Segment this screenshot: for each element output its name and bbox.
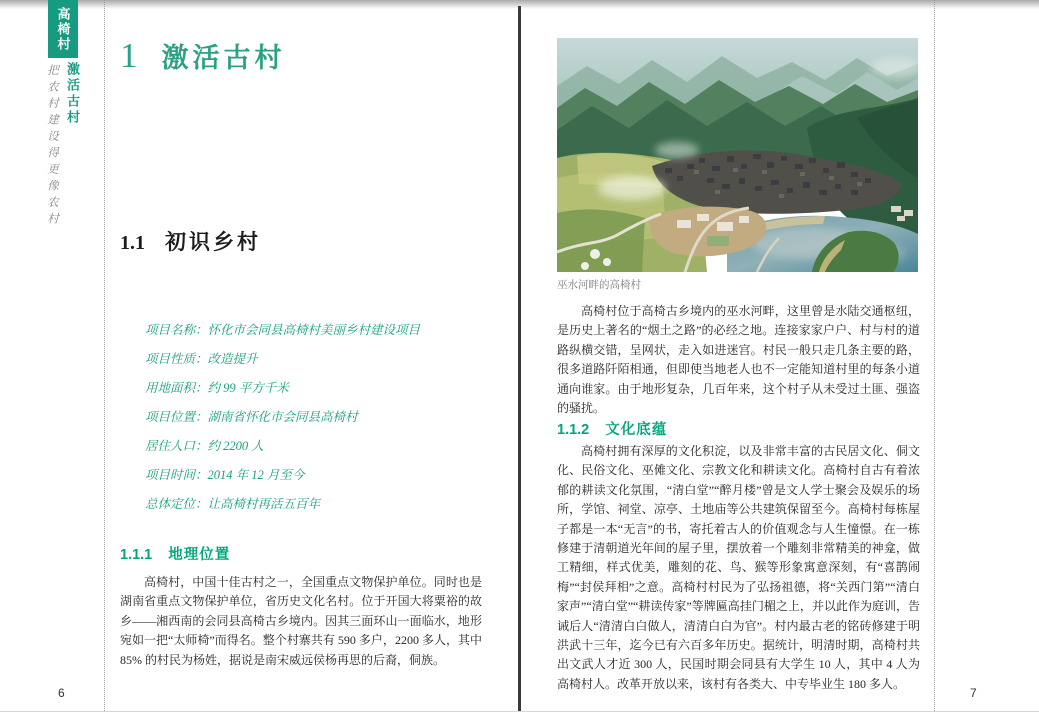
photo-caption: 巫水河畔的高椅村 — [557, 279, 641, 291]
page-number-right: 7 — [970, 686, 977, 700]
bottom-page-edge — [0, 711, 1039, 712]
project-info-list — [145, 316, 475, 519]
right-margin-rule — [934, 0, 935, 711]
page-number-left: 6 — [58, 686, 65, 700]
project-info-item: 居住人口：约 2200 人 — [145, 439, 264, 453]
subsection-heading-culture — [557, 418, 667, 439]
subsection-heading-geography — [120, 543, 230, 564]
spine-tab-label: 高椅村 — [55, 6, 71, 52]
body-paragraph-geography: 高椅村，中国十佳古村之一，全国重点文物保护单位。同时也是湖南省重点文物保护单位，省历史文化名村。位于开国大将粟裕的故乡——湘西南的会同县高椅古乡境内。因其三面环山一面临水，地形宛如一把“太师椅”而得名。整个村寨共有 590 多户，2200 多人，其中 85% 的村民为杨姓，据说是南宋威远侯杨再思的后裔，侗族。 — [120, 575, 482, 667]
subsection-number: 1.1.1 — [120, 547, 153, 563]
section-title: 初识乡村 — [165, 230, 261, 254]
spine-tab — [48, 0, 78, 58]
section-number: 1.1 — [120, 232, 145, 254]
subsection-title: 文化底蕴 — [605, 422, 668, 438]
spine-series-label: 激活古村 — [65, 62, 80, 126]
subsection-title: 地理位置 — [168, 547, 231, 563]
aerial-photo-illustration — [557, 38, 918, 272]
section-heading — [120, 226, 261, 256]
body-paragraph-location: 高椅村位于高椅古乡境内的巫水河畔，这里曾是水陆交通枢纽，是历史上著名的“烟土之路”的必经之地。连接家家户户、村与村的道路纵横交错，呈网状，走入如进迷宫。村民一般只走几条主要的路，很多道路阡陌相通，但即使当地老人也不一定能知道村里的每条小道通向谁家。由于地形复杂，几百年来，这个村子从未受过土匪、强盗的骚扰。 — [557, 304, 920, 416]
project-info-item: 项目时间：2014 年 12 月至今 — [145, 468, 305, 482]
project-info-item: 用地面积：约 99 平方千米 — [145, 381, 289, 395]
spine-motto: 把农村建设得更像农村 — [46, 64, 58, 229]
chapter-heading — [120, 36, 286, 75]
aerial-village-photo — [557, 38, 918, 272]
chapter-title: 激活古村 — [161, 43, 286, 73]
book-fold-line — [518, 6, 521, 712]
body-paragraph-culture: 高椅村拥有深厚的文化积淀，以及非常丰富的古民居文化、侗文化、民俗文化、巫傩文化、宗教文化和耕读文化。高椅村自古有着浓郁的耕读文化氛围，“清白堂”“醉月楼”曾是文人学士聚会及娱乐的场所，学馆、祠堂、凉亭、土地庙等公共建筑保留至今。高椅村每栋屋子都是一本“无言”的书，寄托着古人的价值观念与人生憧憬。在一栋修建于清朝道光年间的屋子里，摆放着一个雕刻非常精美的神龛，做工精细，样式优美，雕刻的花、鸟、猴等形象寓意深刻，有“喜鹊闹梅”“封侯拜相”之意。高椅村村民为了弘扬祖德，将“关西门第”“清白家声”“清白堂”“耕读传家”等牌匾高挂门楣之上，并以此作为庭训，告诫后人“清清白白做人，清清白白为官”。村内最古老的铭砖修建于明洪武十三年，迄今已有六百多年历史。据统计，明清时期，高椅村共出文武人才近 300 人，民国时期会同县有大学生 10 人，其中 4 人为高椅村人。改革开放以来，该村有各类大、中专毕业生 180 多人。 — [557, 444, 920, 691]
project-info-item: 项目名称：怀化市会同县高椅村美丽乡村建设项目 — [145, 323, 421, 337]
chapter-number: 1 — [120, 36, 138, 75]
project-info-item: 项目位置：湖南省怀化市会同县高椅村 — [145, 410, 358, 424]
left-margin-rule — [104, 0, 105, 711]
project-info-item: 项目性质：改造提升 — [145, 352, 258, 366]
subsection-number: 1.1.2 — [557, 422, 590, 438]
project-info-item: 总体定位：让高椅村再活五百年 — [145, 497, 321, 511]
